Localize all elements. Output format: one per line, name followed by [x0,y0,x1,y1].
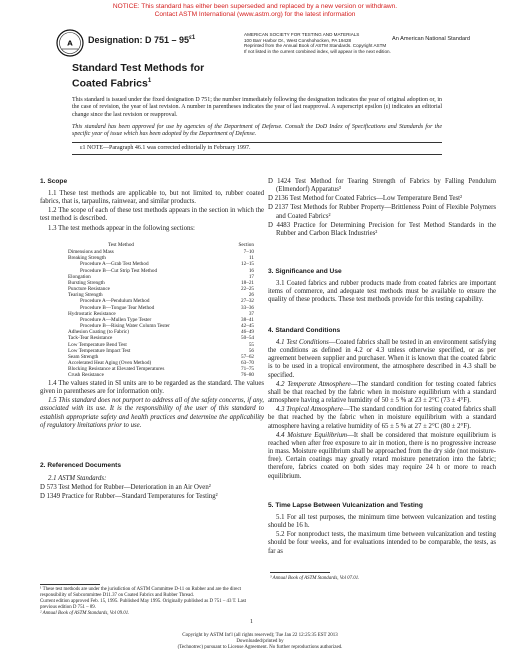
test-method-name: Breaking Strength [68,255,106,262]
paragraph-4-3-body: —The standard condition for testing coated fabrics shall be that reached by the fabric when in moisture equilibrium with a standard atmosphere having a relative humidity of 65 ± 5 % at 27 ± 2°C (80 ± 2°F). [268,406,496,430]
test-method-section: 16 [248,267,254,274]
footnote-divider [270,572,330,573]
title-footnote-mark: 1 [147,78,152,84]
reference-item: D 573 Test Method for Rubber—Deterioration in an Air Oven² [40,484,211,492]
test-method-section: 55 [248,341,254,348]
test-method-name: Tack-Tear Resistance [68,335,113,342]
paragraph-5-2: 5.2 For nonproduct tests, the maximum time between vulcanization and testing should be four weeks, and for evaluations intended to be comparable, the tests, as far as [268,531,496,555]
test-method-name: Tearing Strength [68,292,103,299]
society-line: AMERICAN SOCIETY FOR TESTING AND MATERIALS [244,32,360,37]
paragraph-4-3 [268,406,496,430]
notice-line-2: Contact ASTM International (www.astm.org) for the latest information [154,11,356,19]
society-line: Reprinted from the Annual Book of ASTM Standards. Copyright ASTM [244,43,387,49]
test-method-name: Procedure A—Pendulum Method [80,298,150,305]
test-method-name: Accelerated Heat Aging (Oven Method) [68,359,152,366]
paragraph-1-3: 1.3 The test methods appear in the following sections: [48,224,195,232]
paragraph-4-1-lead: 4.1 Test Conditions [276,339,329,346]
footnote-2: ² Annual Book of ASTM Standards, Vol 09.01. [40,611,130,616]
title-text: Standard Test Methods for Coated Fabrics [72,62,205,90]
reference-item: D 1424 Test Method for Tearing Strength of Fabrics by Falling Pendulum (Elmendorf) Apparatus³ [268,178,496,194]
test-method-name: Procedure A—Mullen Type Tester [80,316,152,323]
test-method-section: 17 [248,273,254,280]
test-method-section: 7–10 [243,249,254,256]
test-method-name: Dimensions and Mass [68,249,114,256]
test-method-name: Procedure B—Tongue Tear Method [80,304,155,311]
footnote-divider [40,584,100,585]
scope-closing-paragraphs [40,380,264,431]
footer-line: Copyright by ASTM Int'l (all rights reserved); Tue Jan 22 12:25:35 EST 2013 [182,633,338,638]
paragraph-1-2: 1.2 The scope of each of these test methods appears in the section in which the test method is described. [40,207,264,223]
test-method-section: 76–80 [241,372,254,379]
test-method-section: 33–36 [241,304,254,311]
paragraph-4-4 [268,432,496,481]
test-method-name: Puncture Resistance [68,286,110,293]
test-method-name: Crush Resistance [68,372,104,379]
test-method-section: 11 [249,255,254,262]
test-method-section: 42–45 [241,323,254,330]
paragraph-4-2-body: —The standard condition for testing coated fabrics shall be that reached by the fabric when in moisture equilibrium with a standard atmosphere having a relative humidity of 50 ± 5 % at 23 ± 2°C (73 ± 4°F). [268,380,496,405]
astm-logo-icon [56,29,84,57]
section-heading-time-lapse: 5. Time Lapse Between Vulcanization and Testing [268,502,423,509]
section-heading-scope: 1. Scope [40,178,68,185]
document-title [72,62,222,91]
preamble-designation-paragraph: This standard is issued under the fixed designation D 751; the number immediately following the designation indicates the year of original adoption or, in the case of revision, the year of last revision. A number in parentheses indicates the year of last reapproval. A superscript epsilon (ε) indicates an editorial change since the last revision or reapproval. [72,97,442,118]
test-method-section: 38–41 [241,316,254,323]
section-heading-standard-conditions: 4. Standard Conditions [268,327,341,334]
paragraph-4-1 [268,339,496,380]
test-method-section: 26 [248,292,254,299]
test-method-name: Low Temperature Impact Test [68,347,131,354]
paragraph-4-4-lead: 4.4 Moisture Equilibrium [276,431,348,439]
society-line: 100 Barr Harbor Dr., West Conshohocken, PA 19428 [244,37,352,43]
preamble-dod-paragraph: This standard has been approved for use by agencies of the Department of Defense. Consult the DoD Index of Specifications and Standards for the specific year of issue which has been adopted by the Department of Defense. [72,124,442,138]
table-header-method: Test Method [108,242,135,248]
test-method-section: 37 [248,310,254,317]
reference-item: D 2137 Test Methods for Rubber Property—Brittleness Point of Flexible Polymers and Coated Fabrics² [268,204,496,220]
astm-standards-subheading: 2.1 ASTM Standards: [48,475,107,482]
paragraph-1-5-safety: 1.5 This standard does not purport to address all of the safety concerns, if any, associated with its use. It is the responsibility of the user of this standard to establish appropriate safety and health practices and determine the applicability of regulatory limitations prior to use. [40,397,264,429]
footnote-1: ¹ These test methods are under the jurisdiction of ASTM Committee D-11 on Rubber and are the direct responsibility of Subcommittee D11.37 on Coated Fabrics and Rubber Thread. [40,587,241,598]
test-method-name: Blocking Resistance at Elevated Temperatures [68,366,165,373]
table-row [68,372,254,378]
footer-line: Downloaded/printed by [236,639,284,645]
page-number: 1 [250,619,253,625]
table-header [68,242,254,248]
test-method-name: Elongation [68,273,91,280]
society-block [244,32,394,54]
svg-text:A: A [67,39,73,48]
table-header-section: Section [238,242,254,248]
copyright-footer [90,633,430,652]
test-method-section: 71–75 [241,366,254,373]
referenced-documents-left [40,475,264,502]
footnote-3: ³ Annual Book of ASTM Standards, Vol 07.01. [270,576,360,581]
american-national-standard-label: An American National Standard [392,36,471,42]
reference-item: D 4483 Practice for Determining Precision for Test Method Standards in the Rubber and Carbon Black Industries² [268,221,496,237]
preamble-divider [72,154,442,155]
test-method-name: Procedure B—Cut Strip Test Method [80,267,158,274]
section-heading-significance: 3. Significance and Use [268,268,342,275]
paragraph-1-1: 1.1 These test methods are applicable to, but not limited to, rubber coated fabrics, that is, tarpaulins, rainwear, and similar products. [40,190,264,206]
designation [88,35,195,45]
test-method-name: Bursting Strength [68,279,105,286]
section-heading-referenced-documents: 2. Referenced Documents [40,462,121,469]
paragraph-3-1: 3.1 Coated fabrics and rubber products made from coated fabrics are important items of commerce, and adequate test methods must be available to ensure the quality of these products. These test methods provide for this testing capability. [268,280,496,304]
referenced-documents-right [268,178,496,239]
designation-text: Designation: D 751 – 95 [88,35,190,45]
scope-paragraphs [40,190,264,234]
test-method-name: Low Temperature Bend Test [68,341,127,348]
test-method-name: Adhesion Coating (to Fabric) [68,329,129,336]
test-method-section: 56 [248,347,254,354]
editorial-note: ε1 NOTE—Paragraph 46.1 was corrected editorially in February 1997. [80,145,251,151]
test-method-name: Procedure A—Grab Test Method [80,261,149,268]
test-method-section: 27–32 [241,298,254,305]
time-lapse-paragraphs [268,514,496,557]
test-method-name: Procedure B—Rising Water Column Tester [80,323,170,330]
paragraph-4-3-lead: 4.3 Tropical Atmosphere [276,406,343,414]
paragraph-1-4: 1.4 The values stated in SI units are to be regarded as the standard. The values given in parentheses are for information only. [40,380,264,396]
conditions-paragraphs [268,339,496,482]
test-method-section: 57–62 [241,353,254,360]
reference-item: D 1349 Practice for Rubber—Standard Temperatures for Testing² [40,493,218,501]
test-method-section: 46–49 [241,329,254,336]
paragraph-4-2-lead: 4.2 Temperate Atmosphere [276,380,351,388]
test-method-section: 63–70 [241,359,254,366]
footnote-1-edition: Current edition approved Feb. 15, 1995. Published May 1995. Originally published as D 751 – 43 T. Last previous edition D 751 – 89. [40,599,247,610]
paragraph-4-2 [268,381,496,405]
test-method-name: Seam Strength [68,353,99,360]
notice-line-1: NOTICE: This standard has either been superseded and replaced by a new version or withdrawn. [112,3,398,10]
test-method-name: Hydrostatic Resistance [68,310,116,317]
test-method-section: 18–21 [241,279,254,286]
reference-item: D 2136 Test Method for Coated Fabrics—Low Temperature Bend Test² [268,195,463,203]
significance-paragraphs [268,280,496,305]
test-method-section: 50–54 [241,335,254,342]
paragraph-5-1: 5.1 For all test purposes, the minimum time between vulcanization and testing should be 16 h. [268,514,496,530]
society-line: If not listed in the current combined index, will appear in the next edition. [244,48,391,54]
preamble-divider [72,142,442,143]
test-method-section: 12–15 [241,261,254,268]
test-method-section: 22–25 [241,286,254,293]
designation-epsilon: ε1 [189,35,196,41]
footnotes-left [40,587,264,617]
footer-line: (Technotrec) pursuant to License Agreement. No further reproductions authorized. [177,645,343,651]
test-method-table [68,242,254,378]
paragraph-4-4-body: —It shall be considered that moisture equilibrium is reached when after free exposure to air in motion, there is no progressive increase in mass. Moisture equilibrium shall be approached from the dry side (not moisture-free). Certain coatings may greatly retard moisture penetration into the fabric; therefore, fabrics coated on both sides may require 24 h or more to reach equilibrium. [268,431,497,480]
paragraph-4-1-body: —Coated fabrics shall be tested in an environment satisfying the conditions as defined in 4.2 or 4.3 unless otherwise specified, or as per agreement between supplier and purchaser. When it is known that the coated fabric is to be used in a tropical environment, the atmosphere described in 4.3 shall be specified. [268,339,497,379]
withdrawal-notice [0,3,510,19]
